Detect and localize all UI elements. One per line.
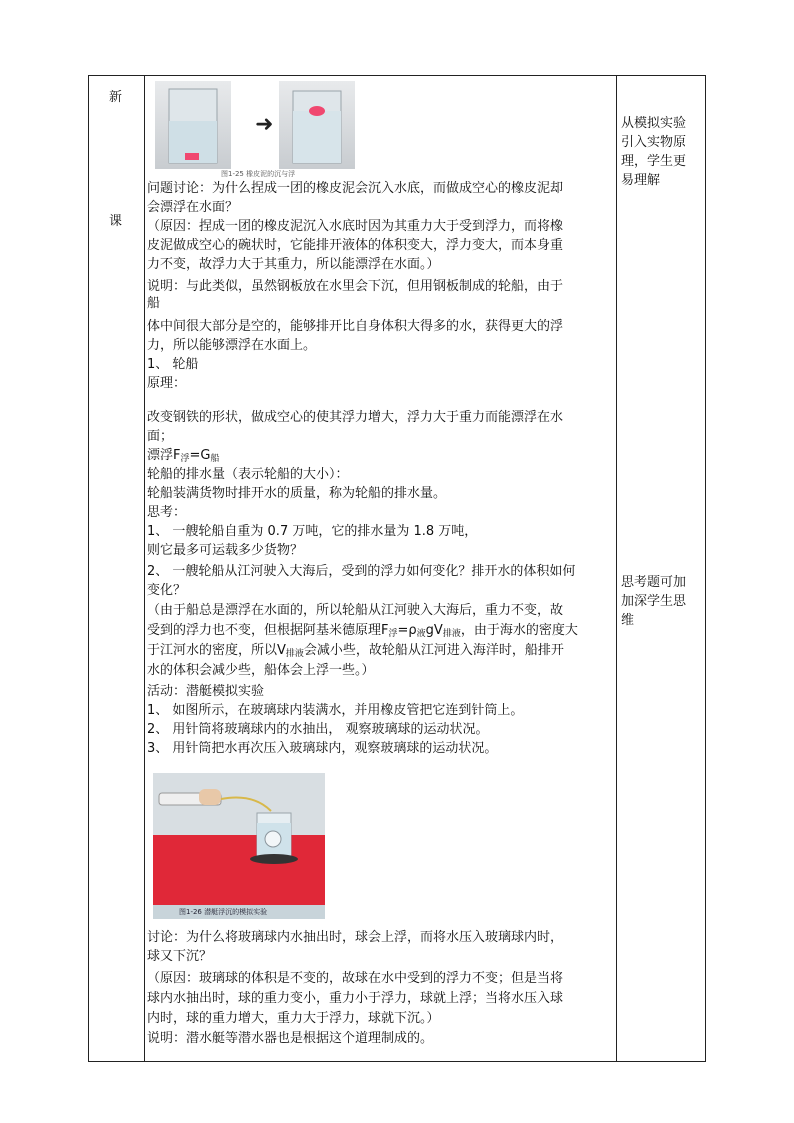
text-line: 原理： <box>147 376 187 391</box>
formula-part: 受到的浮力也不变，但根据阿基米德原理F <box>147 623 389 638</box>
glass-ball <box>265 831 281 847</box>
text-line: 内时，球的重力增大，重力大于浮力，球就下沉。） <box>147 1011 440 1026</box>
text-line: 面； <box>147 429 174 444</box>
formula-float <box>147 448 219 467</box>
note-line: 思考题可加 <box>621 575 687 590</box>
formula-part: 会减小些，故轮船从江河进入海洋时，船排开 <box>303 643 564 658</box>
note-line: 理，学生更 <box>621 154 687 169</box>
formula-sub: 排液 <box>285 649 304 659</box>
text-line: 体中间很大部分是空的，能够排开比自身体积大得多的水，获得更大的浮 <box>147 319 564 334</box>
text-line: 力，所以能够漂浮在水面上。 <box>147 338 317 353</box>
text-line: 2、 用针筒将玻璃球内的水抽出， 观察玻璃球的运动状况。 <box>147 722 489 737</box>
teaching-notes <box>621 76 705 1061</box>
text-line: 轮船装满货物时排开水的质量，称为轮船的排水量。 <box>147 486 447 501</box>
text-line: （原因：玻璃球的体积是不变的，故球在水中受到的浮力不变；但是当将 <box>147 971 564 986</box>
text-line: 活动：潜艇模拟实验 <box>147 684 265 699</box>
figure-plasticine <box>155 81 355 177</box>
text-line: （由于船总是漂浮在水面的，所以轮船从江河驶入大海后，重力不变，故 <box>147 603 564 618</box>
figure1-caption: 图1-25 橡皮泥的沉与浮 <box>221 170 296 178</box>
text-line: 球内水抽出时，球的重力变小，重力小于浮力，球就上浮；当将水压入球 <box>147 991 564 1006</box>
submarine-photo <box>153 773 325 919</box>
label-char-xin: 新 <box>109 90 123 105</box>
note-simulation <box>621 114 686 190</box>
formula-part: ，由于海水的密度大 <box>460 623 578 638</box>
text-line: 球又下沉？ <box>147 949 213 964</box>
note-line: 从模拟实验 <box>621 116 687 131</box>
text-line: 1、 一艘轮船自重为 0.7 万吨，它的排水量为 1.8 万吨， <box>147 524 478 539</box>
note-line: 维 <box>621 613 635 628</box>
text-line: 3、 用针筒把水再次压入玻璃球内，观察玻璃球的运动状况。 <box>147 741 498 756</box>
arrow-icon: ➜ <box>255 112 274 137</box>
text-line: 改变钢铁的形状，做成空心的使其浮力增大，浮力大于重力而能漂浮在水 <box>147 410 564 425</box>
note-line: 引入实物原 <box>621 135 687 150</box>
text-line: 变化？ <box>147 583 187 598</box>
formula-part: 漂浮F <box>147 448 181 463</box>
formula-sub: 液 <box>416 629 426 639</box>
floating-plasticine <box>309 106 325 116</box>
formula-archimedes <box>147 623 578 642</box>
formula-sub: 浮 <box>180 454 190 464</box>
text-line: 讨论：为什么将玻璃球内水抽出时，球会上浮，而将水压入玻璃球内时， <box>147 930 564 945</box>
figure2-caption: 图1-26 潜艇浮沉的模拟实验 <box>179 908 268 916</box>
column-divider <box>144 76 145 1061</box>
note-line: 加深学生思 <box>621 594 687 609</box>
formula-sub: 排液 <box>442 629 461 639</box>
formula-sub: 船 <box>210 454 220 464</box>
text-line: 问题讨论：为什么捏成一团的橡皮泥会沉入水底，而做成空心的橡皮泥却 <box>147 181 564 196</box>
figure-submarine <box>153 773 325 919</box>
note-thinking <box>621 573 686 630</box>
text-line: 2、 一艘轮船从江河驶入大海后，受到的浮力如何变化？排开水的体积如何 <box>147 564 576 579</box>
lesson-content <box>147 76 615 1061</box>
formula-part: =G <box>189 448 211 463</box>
lesson-table <box>88 75 706 1062</box>
text-line: 1、 轮船 <box>147 357 199 372</box>
text-line: （原因：捏成一团的橡皮泥沉入水底时因为其重力大于受到浮力，而将橡 <box>147 219 564 234</box>
text-line: 船 <box>147 296 161 311</box>
formula-part: 于江河水的密度，所以V <box>147 643 286 658</box>
text-line: 则它最多可运载多少货物？ <box>147 543 304 558</box>
text-line: 轮船的排水量（表示轮船的大小）： <box>147 467 349 482</box>
text-line: 说明：与此类似，虽然钢板放在水里会下沉，但用钢板制成的轮船，由于 <box>147 279 564 294</box>
text-line: 力不变，故浮力大于其重力，所以能漂浮在水面。） <box>147 257 440 272</box>
formula-sub: 浮 <box>388 629 398 639</box>
formula-part: gV <box>425 623 443 638</box>
text-line: 水的体积会减少些，船体会上浮一些。） <box>147 663 375 678</box>
text-line <box>147 643 564 662</box>
note-line: 易理解 <box>621 173 661 188</box>
text-line: 思考： <box>147 505 187 520</box>
text-line: 1、 如图所示，在玻璃球内装满水，并用橡皮管把它连到针筒上。 <box>147 703 524 718</box>
plasticine-photo <box>155 81 355 177</box>
text-line: 说明：潜水艇等潜水器也是根据这个道理制成的。 <box>147 1031 434 1046</box>
label-char-ke: 课 <box>109 214 123 229</box>
column-divider <box>616 76 617 1061</box>
text-line: 皮泥做成空心的碗状时，它能排开液体的体积变大，浮力变大，而本身重 <box>147 238 564 253</box>
text-line: 会漂浮在水面？ <box>147 200 239 215</box>
hand <box>199 789 221 805</box>
section-label <box>89 76 144 1061</box>
formula-part: =ρ <box>397 623 417 638</box>
sunken-plasticine <box>185 153 199 160</box>
